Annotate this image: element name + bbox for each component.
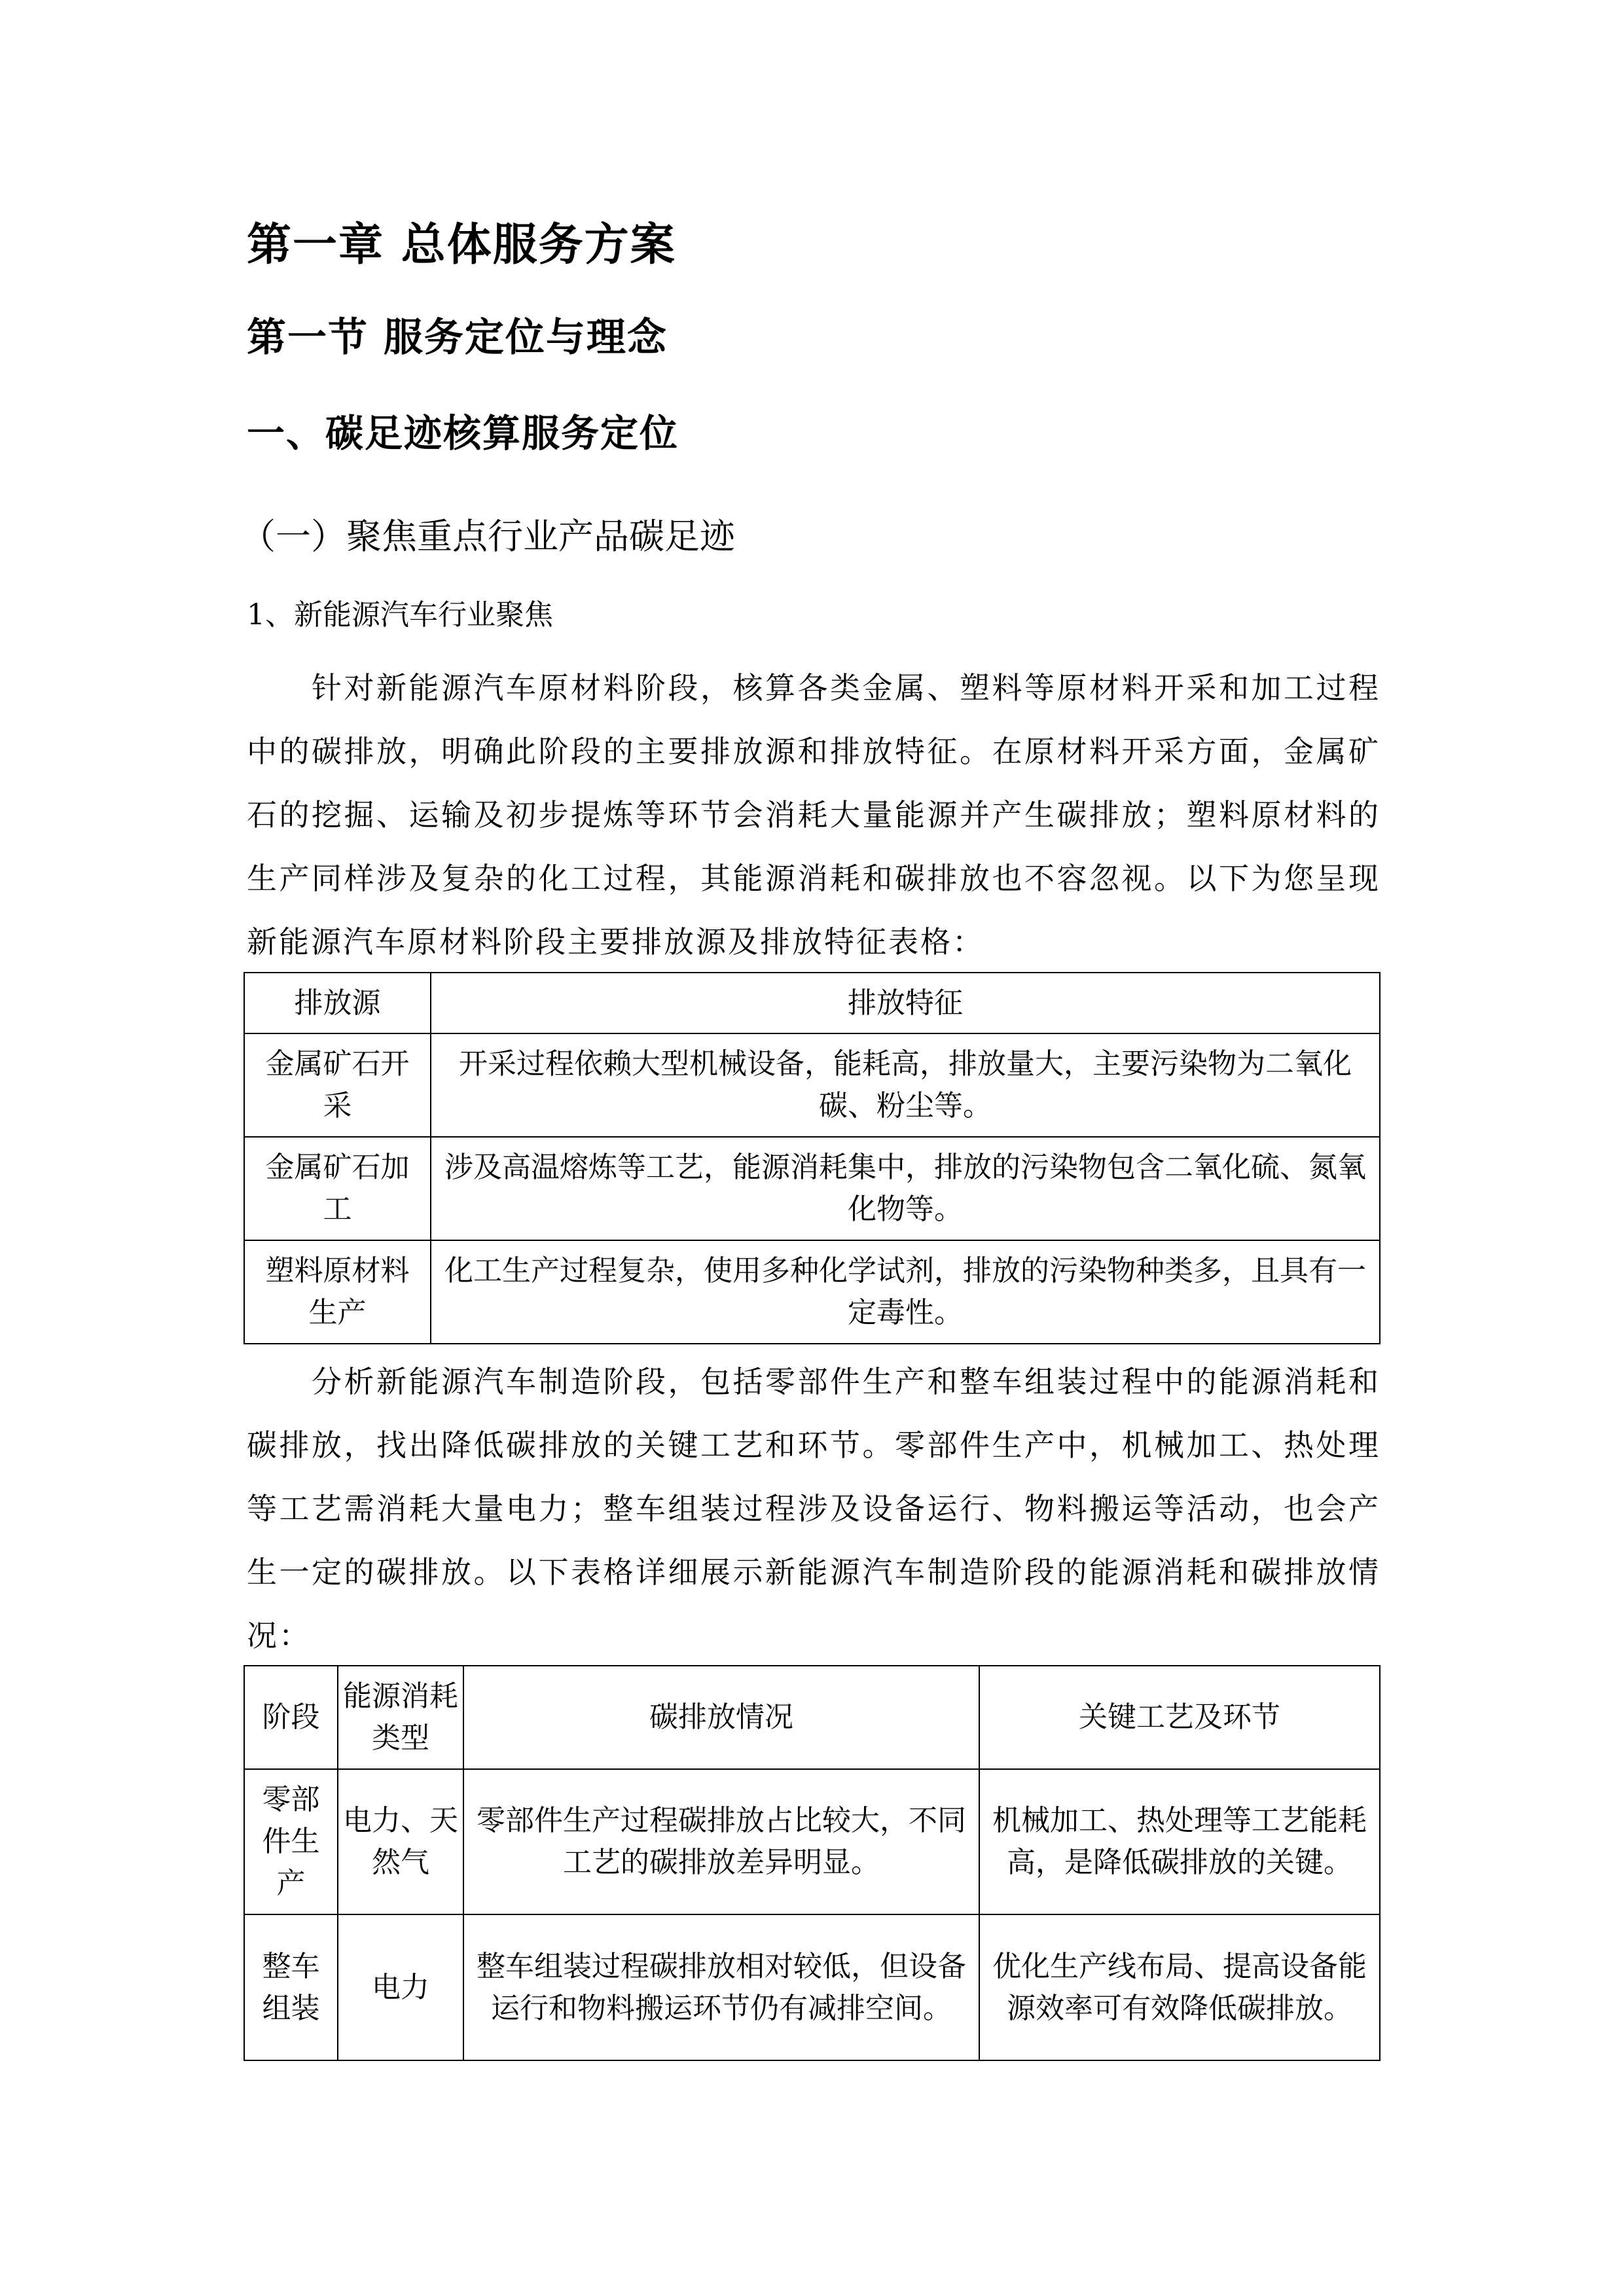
table-header-cell: 排放特征: [431, 973, 1380, 1033]
table-row: [244, 1033, 1380, 1137]
table-cell: 开采过程依赖大型机械设备，能耗高，排放量大，主要污染物为二氧化碳、粉尘等。: [431, 1033, 1380, 1137]
section-title: 第一节 服务定位与理念: [247, 315, 668, 361]
table-cell: 涉及高温熔炼等工艺，能源消耗集中，排放的污染物包含二氧化硫、氮氧化物等。: [431, 1137, 1380, 1240]
table-header-row: [244, 973, 1380, 1033]
table-header-row: [244, 1666, 1380, 1769]
table-cell: 优化生产线布局、提高设备能源效率可有效降低碳排放。: [979, 1914, 1380, 2060]
table-cell: 塑料原材料生产: [244, 1240, 431, 1344]
table-cell: 金属矿石开采: [244, 1033, 431, 1137]
table-cell: 金属矿石加工: [244, 1137, 431, 1240]
table-cell: 化工生产过程复杂，使用多种化学试剂，排放的污染物种类多，且具有一定毒性。: [431, 1240, 1380, 1344]
table-row: [244, 1769, 1380, 1914]
table-cell: 电力、天然气: [338, 1769, 463, 1914]
table-header-cell: 能源消耗类型: [338, 1666, 463, 1769]
table-header-cell: 碳排放情况: [463, 1666, 979, 1769]
table-row: [244, 1137, 1380, 1240]
table-header-cell: 排放源: [244, 973, 431, 1033]
emission-source-table: [244, 972, 1380, 1344]
paragraph-raw-materials: 针对新能源汽车原材料阶段，核算各类金属、塑料等原材料开采和加工过程中的碳排放，明确此阶段的主要排放源和排放特征。在原材料开采方面，金属矿石的挖掘、运输及初步提炼等环节会消耗大量能源并产生碳排放；塑料原材料的生产同样涉及复杂的化工过程，其能源消耗和碳排放也不容忽视。以下为您呈现新能源汽车原材料阶段主要排放源及排放特征表格：: [247, 670, 1380, 960]
subsubsection-title: （一）聚焦重点行业产品碳足迹: [240, 516, 735, 557]
table-cell: 电力: [338, 1914, 463, 2060]
chapter-title: 第一章 总体服务方案: [247, 219, 676, 271]
table-row: [244, 1914, 1380, 2060]
table-cell: 零部件生产过程碳排放占比较大，不同工艺的碳排放差异明显。: [463, 1769, 979, 1914]
table-row: [244, 1240, 1380, 1344]
subsection-title: 一、碳足迹核算服务定位: [247, 411, 679, 456]
item-title: 1、新能源汽车行业聚焦: [247, 598, 553, 632]
manufacturing-stage-table: [244, 1665, 1380, 2061]
table-cell: 机械加工、热处理等工艺能耗高，是降低碳排放的关键。: [979, 1769, 1380, 1914]
table-header-cell: 关键工艺及环节: [979, 1666, 1380, 1769]
table-cell: 整车组装: [244, 1914, 338, 2060]
table-cell: 零部件生产: [244, 1769, 338, 1914]
table-cell: 整车组装过程碳排放相对较低，但设备运行和物料搬运环节仍有减排空间。: [463, 1914, 979, 2060]
table-header-cell: 阶段: [244, 1666, 338, 1769]
paragraph-manufacturing: 分析新能源汽车制造阶段，包括零部件生产和整车组装过程中的能源消耗和碳排放，找出降低碳排放的关键工艺和环节。零部件生产中，机械加工、热处理等工艺需消耗大量电力；整车组装过程涉及设备运行、物料搬运等活动，也会产生一定的碳排放。以下表格详细展示新能源汽车制造阶段的能源消耗和碳排放情况：: [247, 1364, 1380, 1653]
